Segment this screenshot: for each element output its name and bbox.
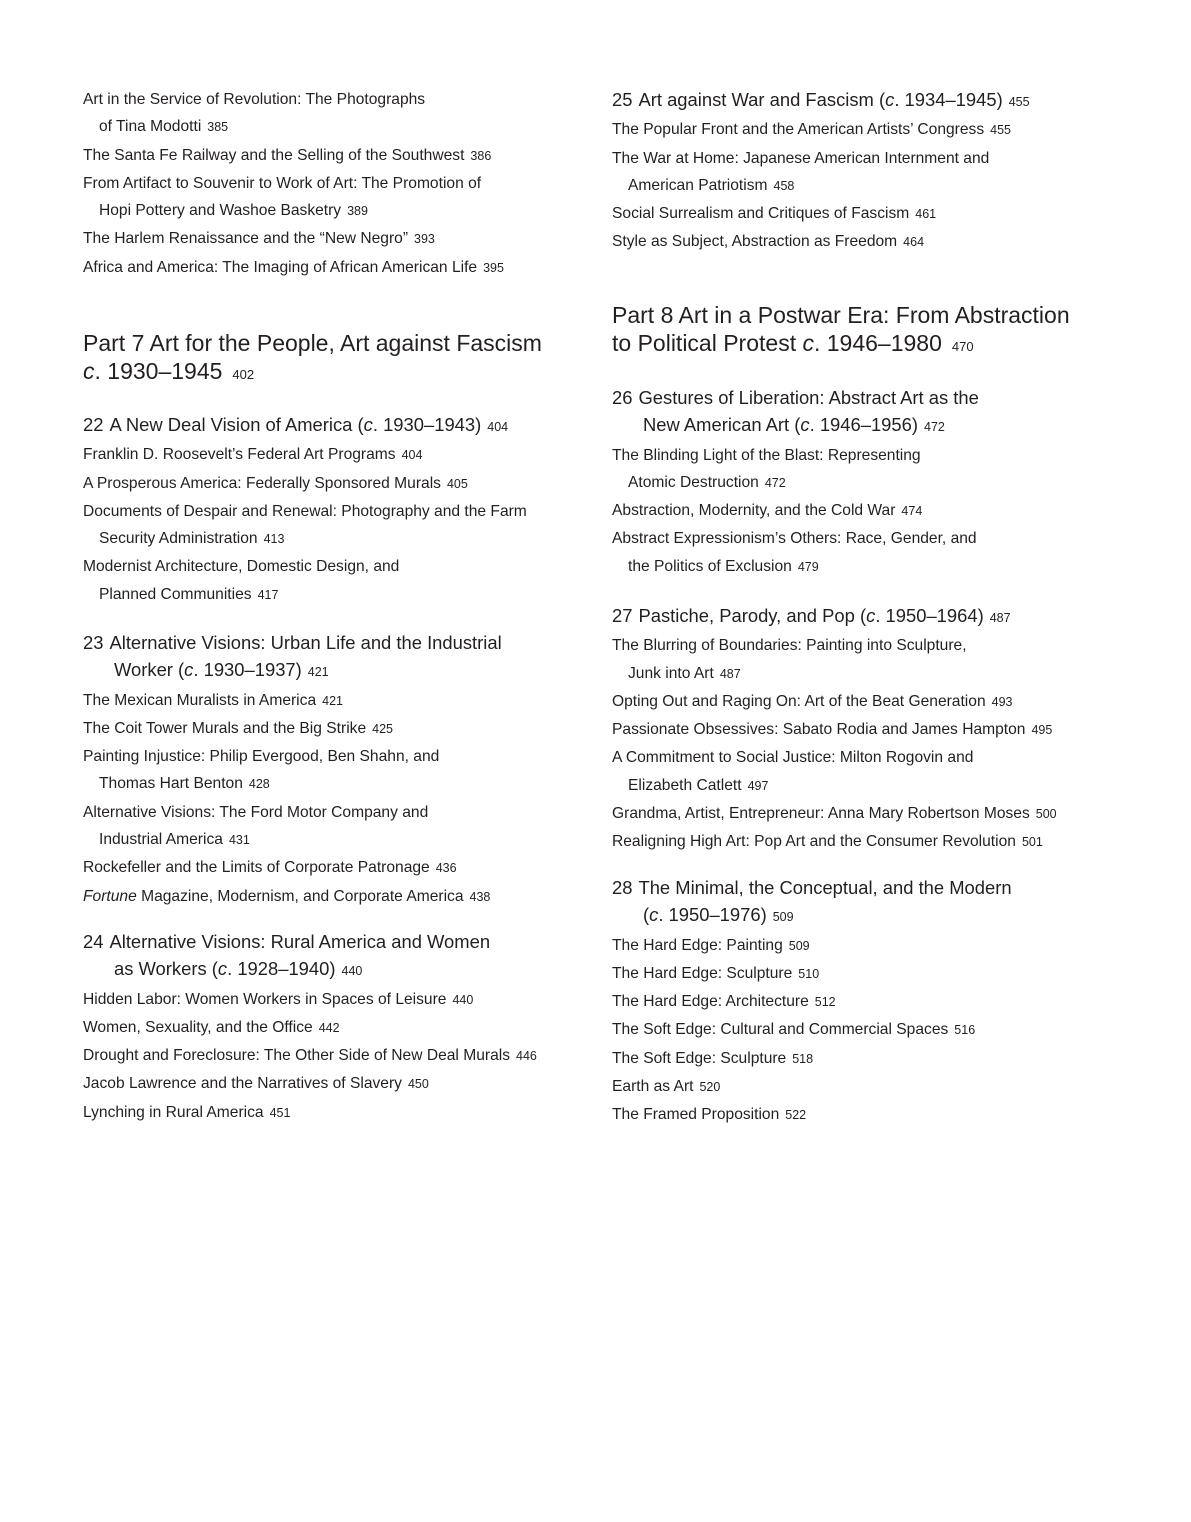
toc-entry[interactable]: The Santa Fe Railway and the Selling of the Southwest 386 xyxy=(83,146,492,164)
page-number: 510 xyxy=(798,966,820,981)
page-number: 428 xyxy=(248,777,270,792)
toc-entry[interactable]: The Coit Tower Murals and the Big Strike 425 xyxy=(83,719,393,737)
page-number: 501 xyxy=(1021,835,1043,850)
toc-entry[interactable]: Hidden Labor: Women Workers in Spaces of Leisure 440 xyxy=(83,990,474,1008)
page-number: 516 xyxy=(954,1023,976,1038)
chapter-23 xyxy=(83,629,603,911)
toc-entry[interactable]: Painting Injustice: Philip Evergood, Ben Shahn, and Thomas Hart Benton 428 xyxy=(83,748,440,793)
page-number: 522 xyxy=(785,1108,807,1123)
page-number: 455 xyxy=(990,123,1011,138)
continued-entries xyxy=(83,86,603,282)
page-number: 509 xyxy=(772,910,794,925)
toc-entry[interactable]: A Prosperous America: Federally Sponsored Murals 405 xyxy=(83,474,468,492)
toc-entry[interactable]: The Blinding Light of the Blast: Representing Atomic Destruction 472 xyxy=(612,446,921,491)
page-number: 474 xyxy=(901,504,923,519)
toc-entry[interactable]: A Commitment to Social Justice: Milton Rogovin and Elizabeth Catlett 497 xyxy=(612,749,974,794)
toc-entry[interactable]: Drought and Foreclosure: The Other Side of New Deal Murals 446 xyxy=(83,1047,537,1065)
chapter-27-heading[interactable]: 27 Pastiche, Parody, and Pop (c. 1950–1964) 487 xyxy=(612,605,1011,626)
toc-entry[interactable]: The Blurring of Boundaries: Painting into Sculpture, Junk into Art 487 xyxy=(612,637,967,682)
toc-entry[interactable]: Alternative Visions: The Ford Motor Company and Industrial America 431 xyxy=(83,803,429,849)
page-number: 402 xyxy=(232,367,255,382)
page-number: 472 xyxy=(764,475,786,490)
page-number: 431 xyxy=(228,833,250,848)
page-number: 438 xyxy=(469,889,491,904)
part-7-heading[interactable]: Part 7 Art for the People, Art against Fascism c. 1930–1945 402 xyxy=(83,330,542,384)
page-number: 464 xyxy=(903,235,925,250)
chapter-27 xyxy=(612,602,1132,857)
toc-entry[interactable]: Social Surrealism and Critiques of Fascism 461 xyxy=(612,205,937,223)
toc-entry[interactable]: The Soft Edge: Cultural and Commercial Spaces 516 xyxy=(612,1021,976,1039)
toc-entry[interactable]: Lynching in Rural America 451 xyxy=(83,1103,291,1121)
chapter-25-heading[interactable]: 25 Art against War and Fascism (c. 1934–1945) 455 xyxy=(612,89,1030,110)
part-8-heading[interactable]: Part 8 Art in a Postwar Era: From Abstraction to Political Protest c. 1946–1980 470 xyxy=(612,302,1070,356)
page-number: 500 xyxy=(1035,807,1057,822)
page-number: 385 xyxy=(207,120,229,135)
page-number: 495 xyxy=(1031,723,1053,738)
page-number: 421 xyxy=(322,693,343,708)
toc-entry[interactable]: The Soft Edge: Sculpture 518 xyxy=(612,1049,814,1067)
chapter-26-heading[interactable]: 26 Gestures of Liberation: Abstract Art as the New American Art (c. 1946–1956) 472 xyxy=(612,387,979,436)
toc-entry[interactable]: Fortune Magazine, Modernism, and Corporate America 438 xyxy=(83,887,491,905)
chapter-28 xyxy=(612,874,1132,1130)
page-number: 446 xyxy=(516,1049,537,1064)
toc-entry[interactable]: Earth as Art 520 xyxy=(612,1078,721,1096)
toc-entry[interactable]: Art in the Service of Revolution: The Photographs of Tina Modotti 385 xyxy=(83,91,426,136)
toc-entry[interactable]: Grandma, Artist, Entrepreneur: Anna Mary Robertson Moses 500 xyxy=(612,805,1057,823)
page-number: 487 xyxy=(719,666,741,681)
chapter-25 xyxy=(612,86,1132,257)
toc-entry[interactable]: Women, Sexuality, and the Office 442 xyxy=(83,1018,340,1036)
page-number: 470 xyxy=(951,339,974,354)
toc-entry[interactable]: The Framed Proposition 522 xyxy=(612,1106,807,1124)
chapter-28-heading[interactable]: 28 The Minimal, the Conceptual, and the Modern (c. 1950–1976) 509 xyxy=(612,877,1012,926)
page-number: 395 xyxy=(483,260,504,275)
toc-entry[interactable]: The Mexican Muralists in America 421 xyxy=(83,691,343,709)
page-number: 509 xyxy=(788,938,810,953)
toc-entry[interactable]: The War at Home: Japanese American Internment and American Patriotism 458 xyxy=(612,149,990,194)
toc-entry[interactable]: Abstract Expressionism’s Others: Race, Gender, and the Politics of Exclusion 479 xyxy=(612,530,977,575)
toc-entry[interactable]: Franklin D. Roosevelt’s Federal Art Programs 404 xyxy=(83,446,423,464)
page-number: 405 xyxy=(446,476,468,491)
page-number: 386 xyxy=(470,148,492,163)
toc-entry[interactable]: The Harlem Renaissance and the “New Negro” 393 xyxy=(83,230,435,248)
page-number: 421 xyxy=(307,665,329,680)
toc-entry[interactable]: Jacob Lawrence and the Narratives of Slavery 450 xyxy=(83,1075,429,1093)
page-number: 436 xyxy=(435,861,457,876)
toc-entry[interactable]: The Popular Front and the American Artists’ Congress 455 xyxy=(612,121,1011,139)
chapter-22 xyxy=(83,411,603,609)
page-number: 493 xyxy=(991,694,1013,709)
page-number: 451 xyxy=(269,1105,291,1120)
page-number: 518 xyxy=(792,1051,814,1066)
page-number: 520 xyxy=(699,1080,721,1095)
chapter-22-heading[interactable]: 22 A New Deal Vision of America (c. 1930–1943) 404 xyxy=(83,414,509,435)
page-number: 440 xyxy=(341,964,363,979)
chapter-24-heading[interactable]: 24 Alternative Visions: Rural America and Women as Workers (c. 1928–1940) 440 xyxy=(83,931,491,980)
toc-entry[interactable]: The Hard Edge: Architecture 512 xyxy=(612,993,836,1011)
page-number: 497 xyxy=(747,778,769,793)
page-number: 389 xyxy=(347,204,368,219)
toc-entry[interactable]: Africa and America: The Imaging of African American Life 395 xyxy=(83,258,504,276)
page-number: 404 xyxy=(487,420,509,434)
toc-entry[interactable]: Style as Subject, Abstraction as Freedom 464 xyxy=(612,233,925,251)
page-number: 472 xyxy=(924,420,945,435)
toc-entry[interactable]: Modernist Architecture, Domestic Design, and Planned Communities 417 xyxy=(83,558,400,603)
toc-entry[interactable]: Abstraction, Modernity, and the Cold War 474 xyxy=(612,502,923,520)
page-number: 417 xyxy=(257,587,279,602)
page-number: 512 xyxy=(814,995,836,1010)
chapter-23-heading[interactable]: 23 Alternative Visions: Urban Life and the Industrial Worker (c. 1930–1937) 421 xyxy=(83,632,502,681)
page-number: 440 xyxy=(452,992,474,1007)
chapter-26 xyxy=(612,384,1132,581)
page-number: 479 xyxy=(797,559,819,574)
page-number: 393 xyxy=(414,232,435,247)
toc-entry[interactable]: From Artifact to Souvenir to Work of Art: The Promotion of Hopi Pottery and Washoe Basketry 389 xyxy=(83,174,482,220)
toc-entry[interactable]: Realigning High Art: Pop Art and the Consumer Revolution 501 xyxy=(612,833,1043,851)
page-number: 487 xyxy=(989,611,1011,625)
page-number: 404 xyxy=(401,448,423,463)
toc-entry[interactable]: Opting Out and Raging On: Art of the Beat Generation 493 xyxy=(612,692,1013,710)
toc-entry[interactable]: Rockefeller and the Limits of Corporate Patronage 436 xyxy=(83,859,457,877)
chapter-24 xyxy=(83,928,603,1127)
toc-entry[interactable]: The Hard Edge: Painting 509 xyxy=(612,936,810,954)
page-number: 442 xyxy=(318,1020,340,1035)
page-number: 450 xyxy=(407,1077,429,1092)
page-number: 413 xyxy=(263,532,285,547)
page-number: 458 xyxy=(773,178,795,193)
page-number: 425 xyxy=(372,721,393,736)
toc-entry[interactable]: Passionate Obsessives: Sabato Rodia and James Hampton 495 xyxy=(612,721,1053,739)
page-number: 461 xyxy=(915,207,937,222)
page-number: 455 xyxy=(1008,95,1030,109)
toc-entry[interactable]: The Hard Edge: Sculpture 510 xyxy=(612,964,820,982)
toc-entry[interactable]: Documents of Despair and Renewal: Photography and the Farm Security Administration 413 xyxy=(83,502,527,548)
